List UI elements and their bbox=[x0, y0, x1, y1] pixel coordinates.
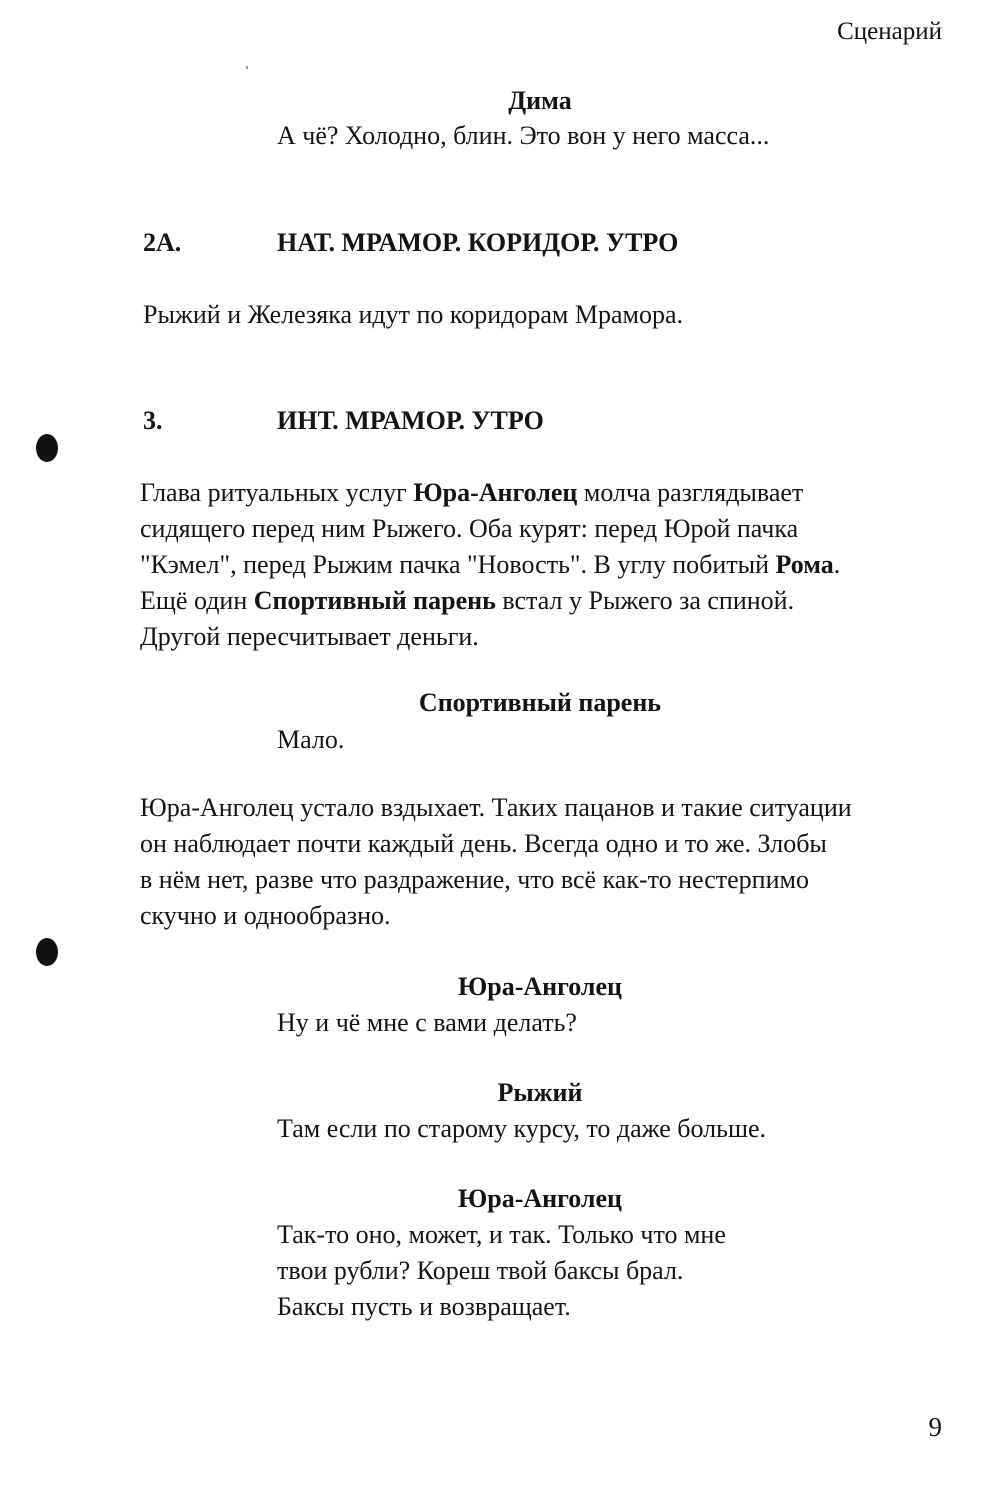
dialogue-yura-2 bbox=[277, 1217, 726, 1325]
action-line: скучно и однообразно. bbox=[140, 901, 391, 930]
action-line: в нём нет, разве что раздражение, что всё как-то нестерпимо bbox=[140, 865, 809, 894]
character-name-sport: Спортивный парень bbox=[418, 688, 662, 717]
scan-speck bbox=[246, 66, 248, 69]
dialogue-line: твои рубли? Кореш твой баксы брал. bbox=[277, 1256, 684, 1285]
action-3 bbox=[140, 475, 840, 655]
dialogue-dima bbox=[277, 118, 769, 154]
dialogue-ryzhiy bbox=[277, 1111, 766, 1147]
scene-number-3: 3. bbox=[143, 406, 163, 435]
action-line: Глава ритуальных услуг Юра-Анголец молча разглядывает bbox=[140, 478, 804, 507]
action-4 bbox=[140, 790, 852, 934]
action-line: Рыжий и Железяка идут по коридорам Мрамора. bbox=[143, 300, 684, 329]
action-line: "Кэмел", перед Рыжим пачка "Новость". В углу побитый Рома. bbox=[140, 550, 841, 579]
punch-hole bbox=[36, 434, 58, 462]
dialogue-sport bbox=[277, 722, 344, 758]
scene-number-2a: 2А. bbox=[143, 228, 182, 257]
scene-heading-2a: НАТ. МРАМОР. КОРИДОР. УТРО bbox=[277, 228, 679, 257]
action-line: сидящего перед ним Рыжего. Оба курят: перед Юрой пачка bbox=[140, 514, 799, 543]
action-line: Другой пересчитывает деньги. bbox=[140, 622, 479, 651]
scene-heading-3: ИНТ. МРАМОР. УТРО bbox=[277, 406, 544, 435]
page-number: 9 bbox=[928, 1412, 942, 1442]
character-name-ryzhiy: Рыжий bbox=[497, 1078, 583, 1107]
running-title: Сценарий bbox=[837, 18, 942, 45]
dialogue-line: Там если по старому курсу, то даже больше. bbox=[277, 1114, 767, 1143]
dialogue-line: Мало. bbox=[277, 725, 345, 754]
character-name-yura: Юра-Анголец bbox=[457, 972, 623, 1001]
character-ref: Спортивный парень bbox=[253, 586, 496, 615]
character-ref: Рома bbox=[775, 550, 834, 579]
character-name-dima: Дима bbox=[508, 86, 572, 115]
action-line: он наблюдает почти каждый день. Всегда одно и то же. Злобы bbox=[140, 829, 827, 858]
action-line: Ещё один Спортивный парень встал у Рыжего за спиной. bbox=[140, 586, 795, 615]
action-line: Юра-Анголец устало вздыхает. Таких пацанов и такие ситуации bbox=[140, 793, 852, 822]
dialogue-line: Ну и чё мне с вами делать? bbox=[277, 1008, 577, 1037]
dialogue-line: Так-то оно, может, и так. Только что мне bbox=[277, 1220, 726, 1249]
character-ref: Юра-Анголец bbox=[413, 478, 578, 507]
dialogue-line: Баксы пусть и возвращает. bbox=[277, 1292, 571, 1321]
dialogue-line: А чё? Холодно, блин. Это вон у него масса... bbox=[277, 121, 770, 150]
action-2a bbox=[143, 297, 683, 333]
character-name-yura: Юра-Анголец bbox=[457, 1184, 623, 1213]
punch-hole bbox=[36, 938, 58, 966]
dialogue-yura-1 bbox=[277, 1005, 577, 1041]
